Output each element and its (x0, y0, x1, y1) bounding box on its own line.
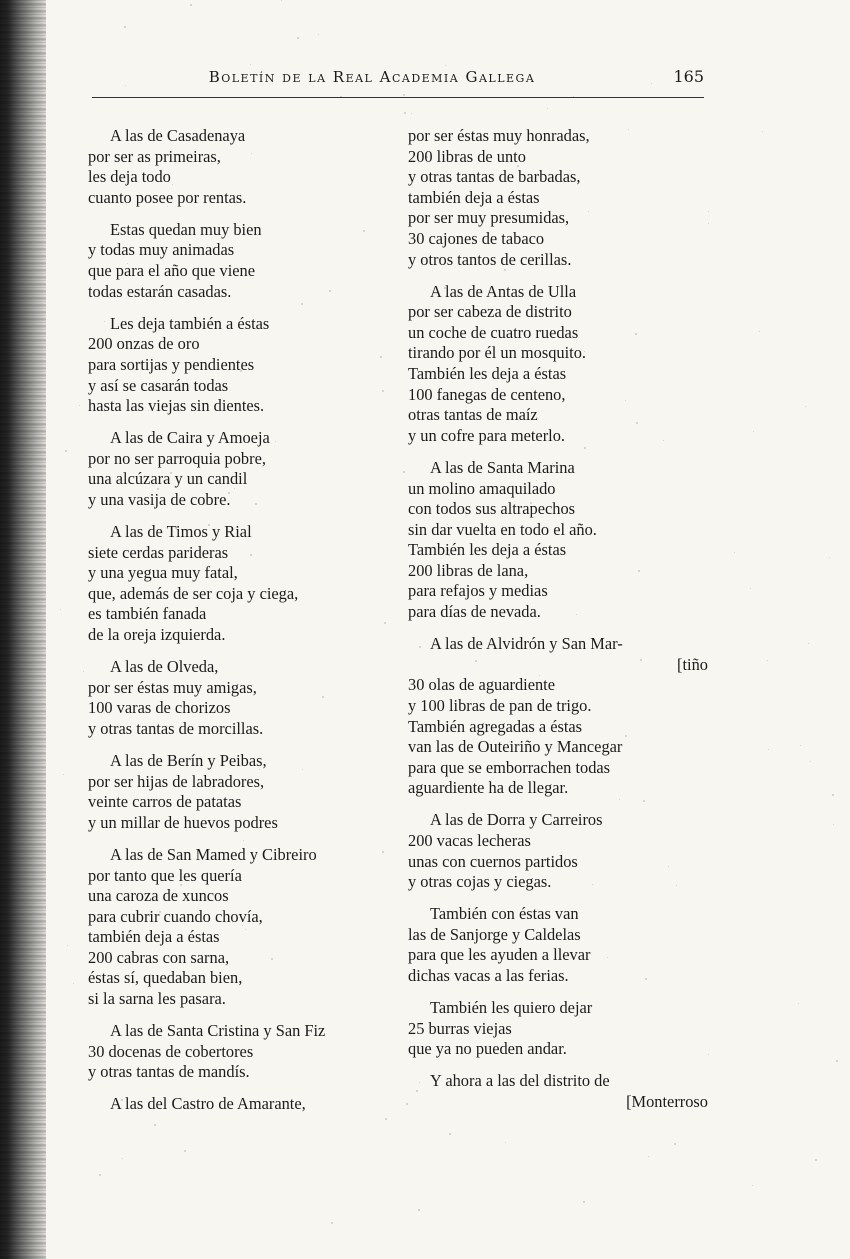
paper-speck (129, 382, 130, 383)
verse-line: una caroza de xuncos (88, 886, 229, 906)
verse-line: por tanto que les quería (88, 865, 242, 885)
paper-speck (329, 290, 331, 292)
verse-line: hasta las viejas sin dientes. (88, 396, 265, 416)
paper-speck (836, 1060, 838, 1062)
paper-speck (805, 406, 806, 407)
verse-line: 200 onzas de oro (88, 334, 200, 354)
paper-speck (121, 1099, 123, 1101)
paper-speck (318, 34, 319, 35)
header-rule (92, 97, 704, 98)
paper-speck (234, 488, 235, 489)
verse-line: también deja a éstas (88, 927, 220, 947)
paper-speck (167, 206, 168, 207)
stanza (88, 428, 388, 510)
verse-line: es también fanada (88, 604, 207, 624)
verse-line: por ser as primeiras, (88, 146, 221, 166)
verse-line: y todas muy animadas (88, 240, 235, 260)
stanza (408, 126, 708, 270)
verse-line: También con éstas van (430, 904, 579, 924)
paper-speck (674, 1143, 676, 1145)
paper-speck (663, 440, 664, 441)
verse-line: siete cerdas parideras (88, 542, 229, 562)
paper-speck (592, 884, 593, 885)
verse-line: y un cofre para meterlo. (408, 425, 565, 445)
verse-line: y un millar de huevos podres (88, 812, 278, 832)
verse-line: con todos sus altrapechos (408, 499, 576, 519)
verse-line: A las de Berín y Peibas, (110, 751, 267, 771)
paper-speck (583, 1201, 585, 1203)
paper-speck (423, 314, 425, 316)
paper-speck (242, 925, 243, 926)
paper-speck (447, 549, 449, 551)
verse-line: A las de Olveda, (110, 657, 219, 677)
verse-line: A las de Santa Marina (430, 457, 575, 477)
stanza (88, 657, 388, 739)
stanza (88, 1094, 388, 1115)
verse-line: 200 libras de unto (408, 146, 526, 166)
paper-speck (448, 554, 450, 556)
page-number: 165 (673, 67, 704, 86)
stanza (408, 810, 708, 892)
paper-speck (130, 441, 131, 442)
stanza (88, 126, 388, 208)
verse-line: y otras tantas de barbadas, (408, 167, 581, 187)
verse-line: A las de Santa Cristina y San Fiz (110, 1021, 326, 1041)
verse-line: tirando por él un mosquito. (408, 343, 587, 363)
paper-speck (297, 37, 299, 39)
verse-line: todas estarán casadas. (88, 281, 232, 301)
paper-speck (588, 211, 589, 212)
stanza (408, 634, 708, 799)
paper-speck (322, 696, 324, 698)
verse-line: y otras tantas de morcillas. (88, 718, 264, 738)
stanza (408, 1071, 708, 1112)
paper-speck (159, 911, 161, 913)
paper-speck (759, 331, 760, 332)
paper-speck (449, 1133, 451, 1135)
verse-line: A las de Dorra y Carreiros (430, 810, 603, 830)
paper-speck (73, 983, 74, 984)
paper-speck (99, 1174, 101, 1176)
paper-speck (240, 370, 242, 372)
verse-line: y otras cojas y ciegas. (408, 872, 552, 892)
book-spine-shadow (0, 0, 46, 1259)
paper-speck (145, 598, 146, 599)
paper-speck (750, 588, 751, 589)
verse-line: Les deja también a éstas (110, 313, 270, 333)
verse-line: que para el año que viene (88, 261, 256, 281)
verse-line: A las de San Mamed y Cibreiro (110, 844, 317, 864)
stanza (408, 998, 708, 1060)
paper-speck (184, 1150, 186, 1152)
paper-speck (768, 749, 769, 750)
verse-line: A las de Timos y Rial (110, 522, 252, 542)
paper-speck (63, 774, 64, 775)
verse-line: y una yegua muy fatal, (88, 563, 238, 583)
stanza (88, 845, 388, 1010)
verse-line: para cubrir cuando chovía, (88, 906, 263, 926)
verse-line: que, además de ser coja y ciega, (88, 583, 299, 603)
verse-line: 200 vacas lecheras (408, 831, 531, 850)
paper-speck (832, 794, 834, 796)
stanza (88, 522, 388, 646)
paper-speck (800, 745, 801, 746)
verse-line: [Monterroso (626, 1092, 708, 1112)
stanza (408, 458, 708, 623)
verse-line: y una vasija de cobre. (88, 490, 231, 509)
verse-line: por ser hijas de labradores, (88, 771, 265, 791)
paper-speck (628, 129, 629, 130)
verse-line: dichas vacas a las ferias. (408, 966, 569, 986)
stanza (408, 282, 708, 447)
verse-line: y 100 libras de pan de trigo. (408, 695, 592, 715)
stanza (88, 751, 388, 833)
paper-speck (517, 165, 519, 167)
paper-speck (65, 450, 67, 452)
paper-speck (250, 64, 251, 65)
paper-speck (403, 94, 405, 96)
paper-speck (810, 761, 811, 762)
stanza (88, 220, 388, 302)
paper-speck (281, 0, 282, 1)
verse-line: éstas sí, quedaban bien, (88, 968, 243, 988)
verse-line: y así se casarán todas (88, 375, 229, 395)
paper-speck (487, 413, 488, 414)
verse-line: También les quiero dejar (430, 998, 593, 1018)
paper-speck (403, 471, 405, 473)
verse-line: para sortijas y pendientes (88, 354, 255, 374)
paper-speck (573, 96, 574, 97)
paper-speck (472, 394, 473, 395)
paper-speck (584, 447, 586, 449)
verse-line: unas con cuernos partidos (408, 851, 578, 871)
paper-speck (640, 659, 642, 661)
paper-speck (208, 524, 210, 526)
verse-line: Estas quedan muy bien (110, 219, 262, 239)
verse-line: para refajos y medias (408, 581, 548, 601)
verse-line: por ser cabeza de distrito (408, 302, 572, 322)
paper-speck (412, 549, 413, 550)
verse-line: A las de Alvidrón y San Mar- (430, 634, 623, 654)
verse-line: las de Sanjorge y Caldelas (408, 924, 581, 944)
verse-line: para días de nevada. (408, 602, 541, 622)
paper-speck (154, 1124, 156, 1126)
paper-speck (382, 851, 384, 853)
verse-line: veinte carros de patatas (88, 792, 242, 812)
stanza (88, 1021, 388, 1083)
verse-line: 30 cajones de tabaco (408, 228, 545, 248)
verse-line: También les deja a éstas (408, 364, 567, 384)
verse-line: un molino amaquilado (408, 478, 556, 498)
paper-speck (708, 211, 709, 212)
paper-speck (404, 112, 406, 114)
paper-speck (67, 945, 68, 946)
verse-line: [tiño (677, 654, 708, 674)
verse-line: por no ser parroquia pobre, (88, 448, 266, 468)
verse-line: una alcúzara y un candil (88, 469, 248, 489)
verse-line: por ser muy presumidas, (408, 208, 570, 228)
verse-line: por ser éstas muy amigas, (88, 677, 257, 697)
verse-line: 30 docenas de cobertores (88, 1041, 254, 1061)
verse-line: para que se emborrachen todas (408, 757, 611, 777)
verse-line: otras tantas de maíz (408, 405, 538, 425)
verse-line: van las de Outeiriño y Mancegar (408, 737, 623, 757)
paper-speck (708, 223, 709, 224)
paper-speck (753, 431, 754, 432)
verse-line: Y ahora a las del distrito de (430, 1071, 610, 1091)
paper-speck (411, 113, 412, 114)
verse-line: que ya no pueden andar. (408, 1039, 567, 1059)
right-column (408, 126, 708, 1124)
verse-line: También les deja a éstas (408, 540, 567, 560)
paper-speck (245, 929, 246, 930)
verse-line: y otros tantos de cerillas. (408, 249, 572, 269)
verse-line: También agregadas a éstas (408, 716, 583, 736)
verse-line: aguardiente ha de llegar. (408, 778, 569, 798)
paper-speck (648, 1156, 649, 1157)
paper-speck (83, 671, 84, 672)
paper-speck (833, 824, 834, 825)
verse-line: si la sarna les pasara. (88, 989, 226, 1009)
stanza (408, 904, 708, 986)
verse-line: 30 olas de aguardiente (408, 675, 556, 695)
verse-line: también deja a éstas (408, 187, 540, 207)
verse-line: sin dar vuelta en todo el año. (408, 519, 597, 539)
paper-speck (122, 1158, 123, 1159)
paper-speck (60, 609, 61, 610)
paper-speck (190, 4, 192, 6)
paper-speck (767, 660, 768, 661)
paper-speck (762, 131, 763, 132)
paper-speck (815, 1159, 817, 1161)
paper-speck (798, 1003, 799, 1004)
verse-line: 200 cabras con sarna, (88, 947, 230, 967)
verse-line: 100 fanegas de centeno, (408, 384, 566, 404)
verse-line: 25 burras viejas (408, 1018, 512, 1038)
paper-speck (708, 1054, 709, 1055)
left-column (88, 126, 388, 1127)
verse-line: 100 varas de chorizos (88, 698, 231, 718)
paper-speck (547, 108, 548, 109)
paper-speck (443, 701, 444, 702)
verse-line: 200 libras de lana, (408, 560, 529, 580)
paper-speck (418, 1209, 420, 1211)
paper-speck (124, 26, 126, 28)
verse-line: A las de Casadenaya (110, 126, 246, 145)
paper-speck (734, 552, 735, 553)
paper-speck (752, 1185, 753, 1186)
paper-speck (331, 1222, 333, 1224)
paper-speck (157, 488, 159, 490)
paper-speck (419, 646, 421, 648)
running-title: Boletín de la Real Academia Gallega (208, 68, 536, 86)
paper-speck (829, 557, 830, 558)
verse-line: les deja todo (88, 167, 171, 187)
verse-line: y otras tantas de mandís. (88, 1062, 250, 1082)
paper-speck (421, 196, 422, 197)
verse-line: A las de Caira y Amoeja (110, 428, 270, 448)
verse-line: para que les ayuden a llevar (408, 945, 591, 965)
verse-line: A las del Castro de Amarante, (110, 1094, 306, 1114)
verse-line: por ser éstas muy honradas, (408, 126, 590, 145)
stanza (88, 314, 388, 417)
paper-speck (576, 614, 577, 615)
verse-line: A las de Antas de Ulla (430, 281, 577, 301)
verse-line: un coche de cuatro ruedas (408, 322, 579, 342)
verse-line: de la oreja izquierda. (88, 625, 226, 645)
paper-speck (808, 643, 809, 644)
paper-speck (228, 492, 230, 494)
paper-speck (79, 405, 80, 406)
paper-speck (505, 1142, 506, 1143)
page-header (92, 62, 704, 92)
verse-line: cuanto posee por rentas. (88, 187, 247, 207)
